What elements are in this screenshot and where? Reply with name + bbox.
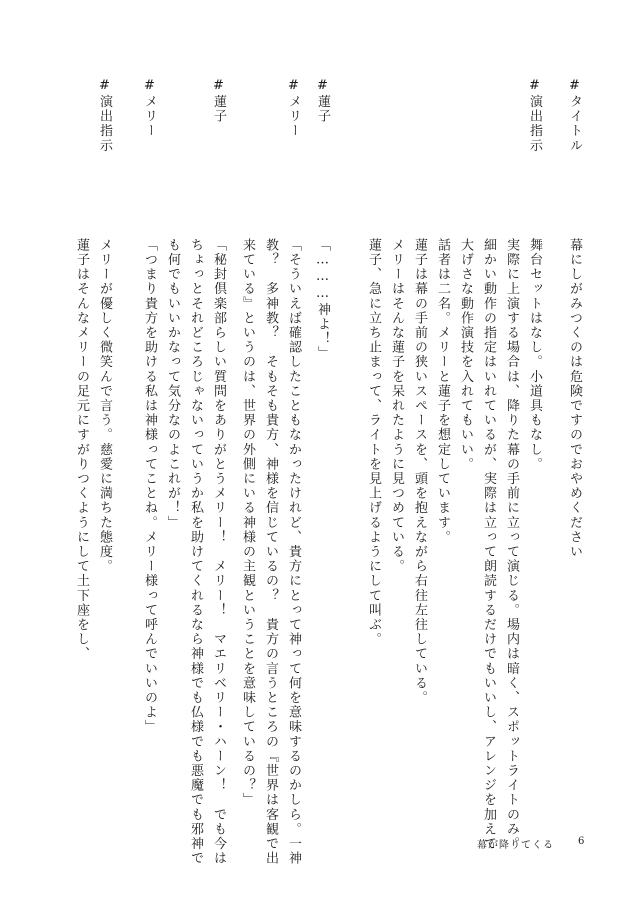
tag-stage-direction: #演出指示 bbox=[527, 78, 542, 153]
body-line: 蓮子はそんなメリーの足元にすがりつくようにして土下座をし、 bbox=[74, 238, 89, 662]
body-line: メリーが優しく微笑んで言う。慈愛に満ちた態度。 bbox=[97, 238, 112, 574]
body-line: 「そういえば確認したこともなかったけれど、貴方にとって神って何を意味するのかしら。一神 bbox=[286, 238, 301, 866]
body-line: 教？ 多神教？ そもそも貴方、神様を信じているの？ 貴方の言うところの『世界は客観で出 bbox=[263, 238, 278, 866]
tag-renko: #蓮子 bbox=[211, 78, 226, 124]
tag-title: #タイトル bbox=[567, 78, 582, 153]
footer-title: 幕が降りてくる bbox=[477, 840, 554, 851]
tag-renko: #蓮子 bbox=[315, 78, 330, 124]
body-line: 舞台セットはなし。小道具もなし。 bbox=[527, 238, 542, 472]
body-line: 実際に上演する場合は、降りた幕の手前に立って演じる。場内は暗く、スポットライトのみ。 bbox=[504, 238, 519, 852]
body-line: 蓮子、急に立ち止まって、ライトを見上げるようにして叫ぶ。 bbox=[366, 238, 381, 647]
body-line: メリーはそんな蓮子を呆れたように見つめている。 bbox=[389, 238, 404, 574]
body-line: 「秘封倶楽部らしい質問をありがとうメリー！ メリー！ マエリベリー・ハーン！ でも今は bbox=[211, 238, 226, 866]
body-line: も何でもいいかなって気分なのよこれが！」 bbox=[165, 238, 180, 530]
body-line: 大げさな動作演技を入れてもいい。 bbox=[458, 238, 473, 472]
body-line: 蓮子は幕の手前の狭いスペースを、頭を抱えながら右往左往している。 bbox=[412, 238, 427, 706]
body-line: 「………神よ！」 bbox=[315, 238, 330, 361]
page-number: 6 bbox=[578, 836, 585, 847]
tag-merry: #メリー bbox=[286, 78, 301, 139]
body-line: 幕にしがみつくのは危険ですのでおやめください bbox=[567, 238, 582, 560]
tag-merry: #メリー bbox=[142, 78, 157, 139]
body-line: 来ている』というのは、世界の外側にいる神様の主観ということを意味しているの？」 bbox=[240, 238, 255, 808]
tag-stage-direction: #演出指示 bbox=[97, 78, 112, 153]
body-line: 細かい動作の指定はいれているが、実際は立って朗読するだけでもいいし、アレンジを加えて bbox=[481, 238, 496, 852]
body-line: ちょっとそれどころじゃないっていうか私を助けてくれるなら神様でも仏様でも悪魔でも邪神で bbox=[188, 238, 203, 866]
body-line: 話者は二名。メリーと蓮子を想定しています。 bbox=[435, 238, 450, 545]
body-line: 「つまり貴方を助ける私は神様ってことね。メリー様って呼んでいいのよ」 bbox=[142, 238, 157, 735]
